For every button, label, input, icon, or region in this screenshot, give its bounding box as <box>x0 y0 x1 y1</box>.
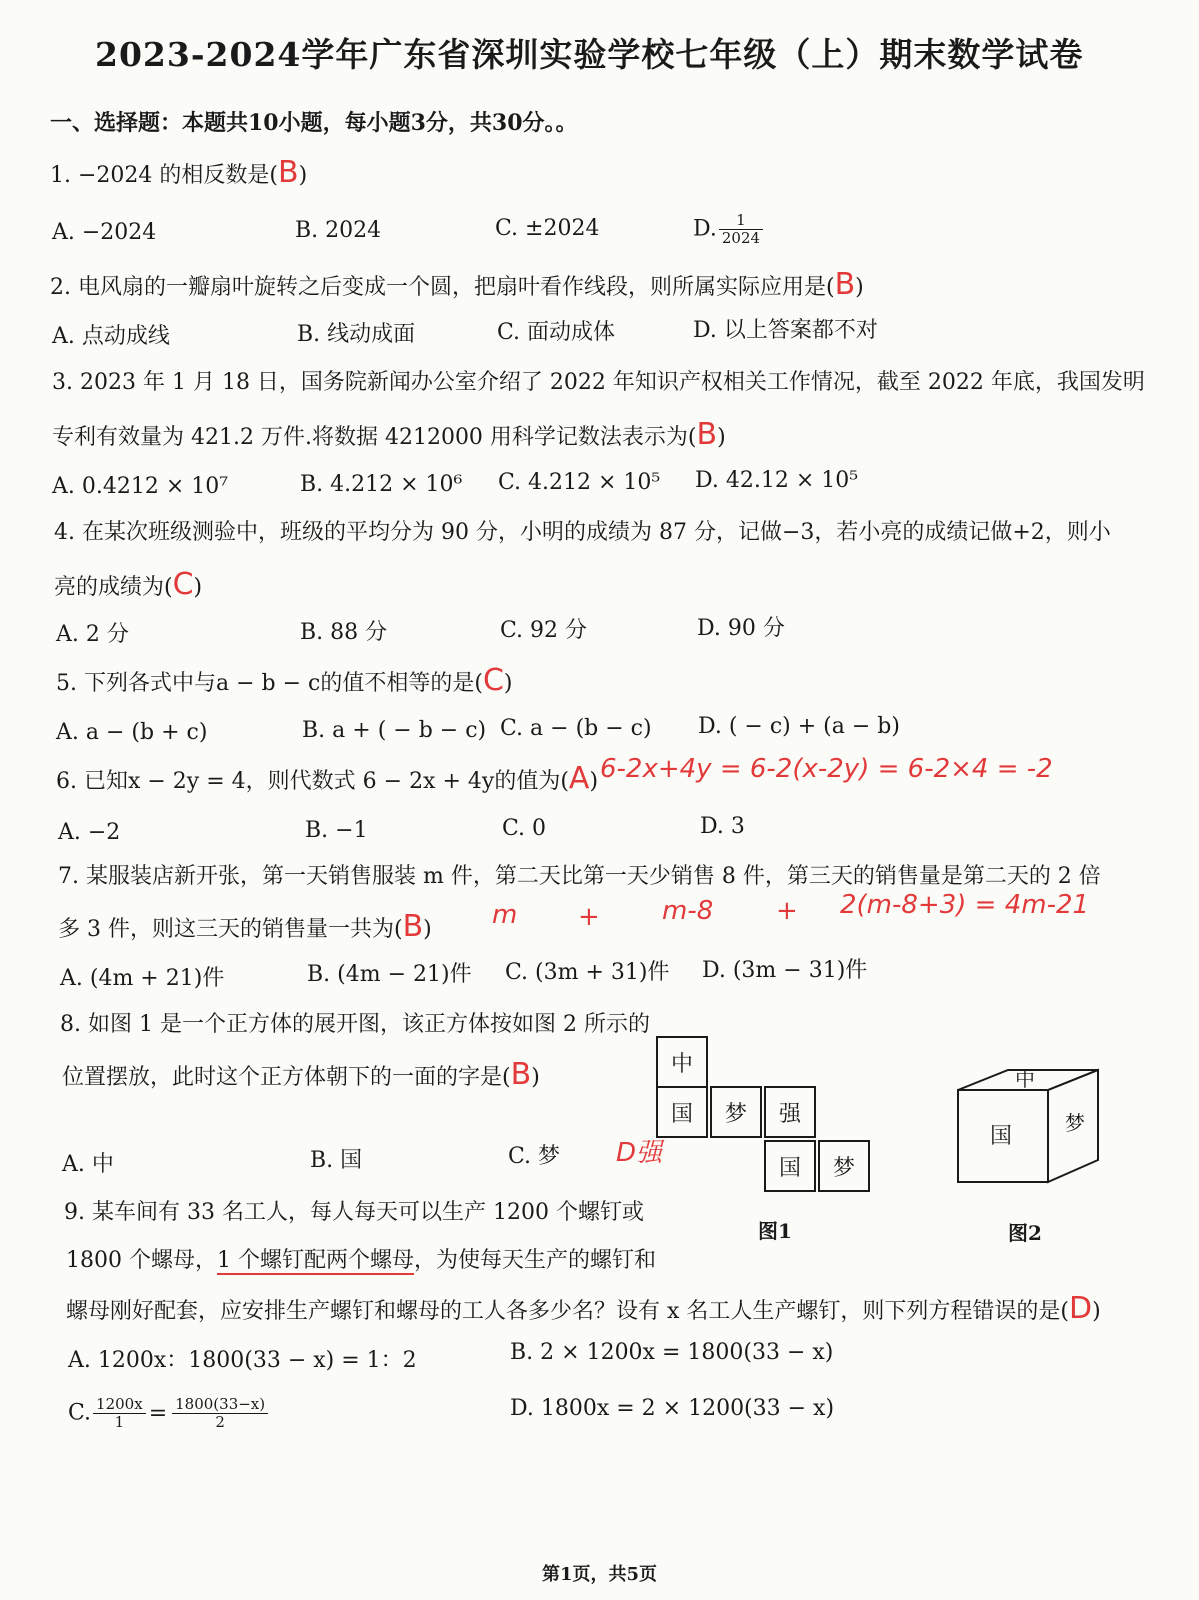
section-heading: 一、选择题：本题共10小题，每小题3分，共30分。。 <box>50 110 578 136</box>
question-7-work-term-2: m-8 <box>662 896 714 926</box>
question-8-line-2 <box>62 1057 540 1093</box>
fraction-denominator: 2 <box>215 1413 225 1431</box>
question-9-close: ) <box>1092 1299 1101 1324</box>
question-8-answer: B <box>510 1057 532 1092</box>
question-4-line-2 <box>54 567 203 603</box>
question-8-close: ) <box>531 1065 540 1090</box>
question-7-work-term-3: 2(m-8+3) = 4m-21 <box>840 890 1090 920</box>
cube-side-label: 梦 <box>1065 1111 1085 1135</box>
net-cell: 国 <box>656 1086 708 1138</box>
fraction-denominator: 2024 <box>721 229 761 247</box>
question-6-close: ) <box>589 769 599 794</box>
question-7-line-2 <box>58 909 432 945</box>
question-9-line-1: 9. 某车间有 33 名工人，每人每天可以生产 1200 个螺钉或 <box>64 1200 644 1225</box>
fraction <box>93 1396 146 1431</box>
question-5 <box>56 663 513 699</box>
question-9-answer: D <box>1068 1291 1093 1326</box>
question-7-option-d: D. (3m − 31)件 <box>702 958 868 983</box>
question-9-option-a: A. 1200x：1800(33 − x) = 1：2 <box>68 1348 417 1373</box>
question-3-stem: 专利有效量为 421.2 万件.将数据 4212000 用科学记数法表示为( <box>52 425 697 450</box>
question-3-line-1: 3. 2023 年 1 月 18 日，国务院新闻办公室介绍了 2022 年知识产权相关工作情况，截至 2022 年底，我国发明 <box>52 370 1145 395</box>
question-3-answer: B <box>696 417 718 452</box>
question-9-option-d: D. 1800x = 2 × 1200(33 − x) <box>510 1396 835 1421</box>
question-1-option-c: C. ±2024 <box>495 216 600 241</box>
question-7-work-term-1: m <box>492 900 518 930</box>
net-cell: 国 <box>764 1140 816 1192</box>
question-4-option-b: B. 88 分 <box>300 620 388 645</box>
question-9-option-c-label: C. <box>68 1400 92 1426</box>
question-8-option-c: C. 梦 <box>508 1144 561 1169</box>
question-1-option-d-label: D. <box>693 216 717 242</box>
question-7-option-a: A. (4m + 21)件 <box>60 966 225 991</box>
net-cell: 梦 <box>818 1140 870 1192</box>
question-2-stem: 2. 电风扇的一瓣扇叶旋转之后变成一个圆，把扇叶看作线段，则所属实际应用是( <box>50 275 835 300</box>
fraction-numerator: 1800(33−x) <box>172 1396 268 1414</box>
question-1 <box>50 155 308 191</box>
question-4-line-1: 4. 在某次班级测验中，班级的平均分为 90 分，小明的成绩为 87 分，记做−3，若小亮的成绩记做+2，则小 <box>54 520 1111 545</box>
question-9-text: 1800 个螺母， <box>66 1248 217 1273</box>
question-9-option-b: B. 2 × 1200x = 1800(33 − x) <box>510 1340 834 1365</box>
question-6-answer: A <box>568 761 590 796</box>
question-7-work-plus-2: + <box>776 896 798 926</box>
question-4-stem: 亮的成绩为( <box>54 575 173 600</box>
question-2-option-b: B. 线动成面 <box>297 322 416 347</box>
question-4-answer: C <box>172 567 194 602</box>
question-5-option-a: A. a − (b + c) <box>56 720 208 745</box>
question-3-option-c: C. 4.212 × 10⁵ <box>498 470 661 495</box>
question-7-answer: B <box>402 909 424 944</box>
cube-top-label: 中 <box>1015 1067 1035 1091</box>
question-8-line-1: 8. 如图 1 是一个正方体的展开图，该正方体按如图 2 所示的 <box>60 1012 650 1037</box>
question-6-option-a: A. −2 <box>58 820 121 845</box>
question-6-option-c: C. 0 <box>502 816 547 841</box>
question-1-close: ) <box>298 163 308 188</box>
question-1-option-d <box>693 212 763 247</box>
question-3-line-2 <box>52 417 726 453</box>
question-7-option-b: B. (4m − 21)件 <box>307 962 472 987</box>
figure-2-caption: 图2 <box>1008 1221 1042 1245</box>
question-6 <box>56 761 599 797</box>
fraction-numerator: 1 <box>719 212 763 230</box>
figure-1-caption: 图1 <box>758 1219 792 1243</box>
question-5-answer: C <box>482 663 504 698</box>
question-9-text: ，为使每天生产的螺钉和 <box>413 1248 656 1273</box>
question-3-option-a: A. 0.4212 × 10⁷ <box>52 474 229 499</box>
question-6-option-d: D. 3 <box>700 814 745 839</box>
question-5-option-b: B. a + ( − b − c) <box>302 718 487 743</box>
question-2-option-c: C. 面动成体 <box>497 320 616 345</box>
question-1-answer: B <box>277 155 299 190</box>
question-1-option-a: A. −2024 <box>52 220 157 245</box>
question-5-stem: 5. 下列各式中与a − b − c的值不相等的是( <box>56 671 483 696</box>
question-3-option-d: D. 42.12 × 10⁵ <box>695 468 859 493</box>
question-5-option-d: D. ( − c) + (a − b) <box>698 714 900 739</box>
question-8-option-a: A. 中 <box>62 1152 114 1177</box>
question-9-line-2 <box>66 1246 656 1276</box>
question-2-answer: B <box>834 267 856 302</box>
fraction <box>172 1396 268 1431</box>
question-5-close: ) <box>503 671 513 696</box>
question-8-stem: 位置摆放，此时这个正方体朝下的一面的字是( <box>62 1065 511 1090</box>
question-6-option-b: B. −1 <box>305 818 368 843</box>
question-4-option-c: C. 92 分 <box>500 618 588 643</box>
page-footer: 第1页，共5页 <box>541 1564 658 1585</box>
question-2-option-d: D. 以上答案都不对 <box>693 318 878 343</box>
equals-sign: = <box>148 1400 168 1426</box>
question-9-option-c <box>68 1396 268 1431</box>
question-7-work-plus-1: + <box>578 902 600 932</box>
question-9-line-3 <box>66 1291 1101 1327</box>
question-9-underlined-text: 1 个螺钉配两个螺母 <box>216 1248 414 1273</box>
question-2 <box>50 267 864 303</box>
question-9-stem: 螺母刚好配套，应安排生产螺钉和螺母的工人各多少名？设有 x 名工人生产螺钉，则下列方程错误的是( <box>66 1299 1069 1324</box>
page-title: 2023-2024学年广东省深圳实验学校七年级（上）期末数学试卷 <box>95 35 1084 74</box>
question-7-close: ) <box>423 917 432 942</box>
fraction-numerator: 1200x <box>93 1396 146 1414</box>
net-cell: 梦 <box>710 1086 762 1138</box>
question-3-option-b: B. 4.212 × 10⁶ <box>300 472 463 497</box>
question-4-option-a: A. 2 分 <box>56 622 129 647</box>
question-1-stem: 1. −2024 的相反数是( <box>50 163 278 188</box>
question-8-option-d-handwritten: D强 <box>616 1138 663 1168</box>
question-4-option-d: D. 90 分 <box>697 616 785 641</box>
question-7-line-1: 7. 某服装店新开张，第一天销售服装 m 件，第二天比第一天少销售 8 件，第三天的销售量是第二天的 2 倍 <box>58 864 1101 889</box>
question-1-option-b: B. 2024 <box>295 218 382 243</box>
question-2-option-a: A. 点动成线 <box>52 324 170 349</box>
question-7-option-c: C. (3m + 31)件 <box>505 960 670 985</box>
question-7-stem: 多 3 件，则这三天的销售量一共为( <box>58 917 403 942</box>
question-3-close: ) <box>717 425 726 450</box>
question-2-close: ) <box>855 275 864 300</box>
net-cell: 中 <box>656 1036 708 1088</box>
fraction-denominator: 1 <box>114 1413 125 1431</box>
question-8-option-b: B. 国 <box>310 1148 363 1173</box>
question-4-close: ) <box>193 575 203 600</box>
cube-front-label: 国 <box>990 1124 1013 1149</box>
question-5-option-c: C. a − (b − c) <box>500 716 652 741</box>
net-cell: 强 <box>764 1086 816 1138</box>
question-6-stem: 6. 已知x − 2y = 4，则代数式 6 − 2x + 4y的值为( <box>56 769 569 794</box>
fraction <box>719 212 763 247</box>
question-6-handwritten-work: 6-2x+4y = 6-2(x-2y) = 6-2×4 = -2 <box>600 754 1053 784</box>
